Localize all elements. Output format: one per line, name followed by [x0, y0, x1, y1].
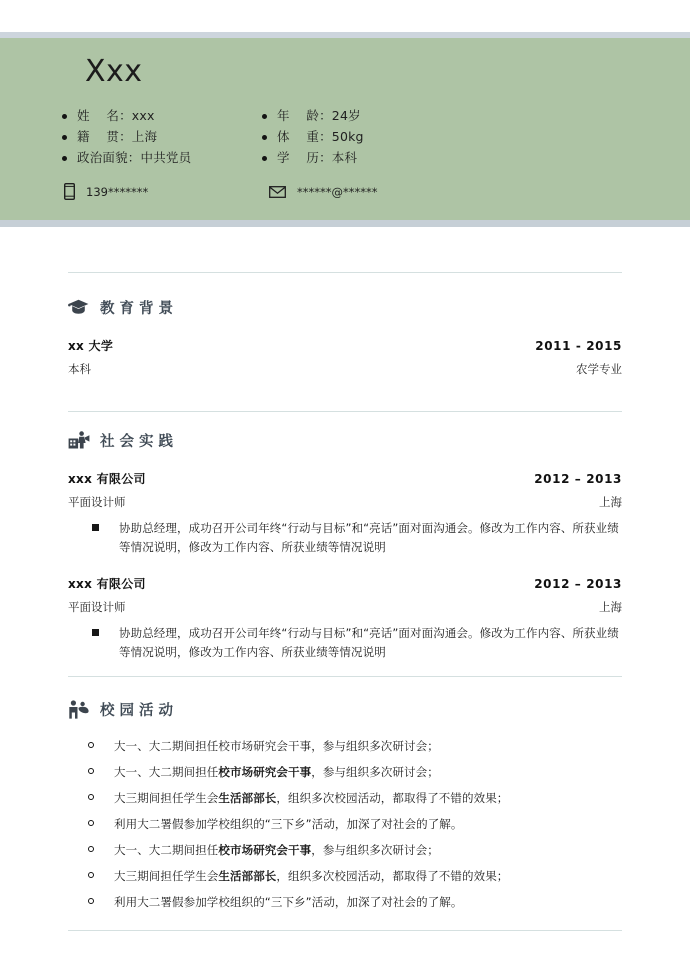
- list-item: [68, 867, 622, 886]
- dot-bullet-icon: [262, 156, 267, 161]
- section-header-education: [68, 295, 622, 319]
- ring-bullet-icon: [88, 898, 94, 904]
- activity-text: 大一、大二期间担任校市场研究会干事，参与组织多次研讨会；: [114, 843, 439, 857]
- section-campus-activities: [68, 697, 622, 919]
- ring-bullet-icon: [88, 820, 94, 826]
- school-name: xx 大学: [68, 339, 114, 353]
- info-item-education-level: [262, 152, 482, 165]
- mobile-phone-icon: [64, 183, 75, 200]
- header-bottom-strip: [0, 220, 690, 227]
- degree-level: 本科: [68, 362, 91, 376]
- campus-activity-list: [68, 737, 622, 912]
- list-item: [68, 841, 622, 860]
- education-dates: 2011 - 2015: [535, 339, 622, 353]
- list-item: [68, 815, 622, 834]
- ring-bullet-icon: [88, 742, 94, 748]
- contact-phone: [64, 183, 269, 200]
- list-item: [68, 893, 622, 912]
- contact-row: [64, 183, 584, 200]
- job-title: 平面设计师: [68, 495, 126, 509]
- info-item-age: [262, 110, 482, 123]
- divider-above-education: [68, 272, 622, 273]
- experience-entry-title-line: [68, 575, 622, 592]
- email-address: ******@******: [297, 184, 378, 199]
- dot-bullet-icon: [62, 114, 67, 119]
- experience-bullet-list: [68, 519, 622, 557]
- info-item-name: [62, 110, 262, 123]
- education-entry-title-line: [68, 337, 622, 354]
- divider-above-social-practice: [68, 411, 622, 412]
- info-row: [62, 106, 582, 127]
- info-item-political-status: [62, 152, 262, 165]
- dot-bullet-icon: [262, 114, 267, 119]
- job-title: 平面设计师: [68, 600, 126, 614]
- square-bullet-icon: [92, 629, 99, 636]
- major: 农学专业: [576, 362, 622, 376]
- square-bullet-icon: [92, 524, 99, 531]
- presenter-person-icon: [68, 700, 94, 719]
- info-value: 上海: [131, 129, 158, 145]
- experience-entry-sub-line: [68, 592, 622, 615]
- experience-bullet-text: 协助总经理，成功召开公司年终“行动与目标”和“亮话”面对面沟通会。修改为工作内容、所获业绩等情况说明，修改为工作内容、所获业绩等情况说明: [119, 626, 619, 659]
- list-item: [68, 624, 622, 662]
- section-title-campus-activities: 校园活动: [100, 702, 178, 719]
- experience-dates: 2012 – 2013: [534, 577, 622, 591]
- info-value: 50kg: [331, 129, 364, 145]
- experience-entry-sub-line: [68, 487, 622, 510]
- experience-entry: [68, 470, 622, 557]
- ring-bullet-icon: [88, 794, 94, 800]
- info-value: 中共党员: [140, 150, 192, 166]
- info-value: 24岁: [331, 108, 361, 124]
- info-item-hometown: [62, 131, 262, 144]
- info-value: xxx: [131, 108, 155, 124]
- experience-bullet-list: [68, 624, 622, 662]
- education-entry-sub-line: [68, 354, 622, 377]
- divider-above-campus-activities: [68, 676, 622, 677]
- job-location: 上海: [599, 600, 622, 614]
- list-item: [68, 789, 622, 808]
- info-row: [62, 127, 582, 148]
- company-name: xxx 有限公司: [68, 472, 146, 486]
- activity-text: 大三期间担任学生会生活部部长，组织多次校园活动，都取得了不错的效果；: [114, 791, 509, 805]
- info-label: 年 龄：: [277, 108, 332, 124]
- list-item: [68, 519, 622, 557]
- section-education: [68, 295, 622, 377]
- info-label: 姓 名：: [77, 108, 132, 124]
- company-name: xxx 有限公司: [68, 577, 146, 591]
- section-title-social-practice: 社会实践: [100, 433, 178, 450]
- info-item-weight: [262, 131, 482, 144]
- job-location: 上海: [599, 495, 622, 509]
- info-row: [62, 148, 582, 169]
- info-label: 籍 贯：: [77, 129, 132, 145]
- contact-email: [269, 185, 378, 199]
- activity-text: 利用大二署假参加学校组织的“三下乡”活动，加深了对社会的了解。: [114, 817, 463, 831]
- experience-bullet-text: 协助总经理，成功召开公司年终“行动与目标”和“亮话”面对面沟通会。修改为工作内容、所获业绩等情况说明，修改为工作内容、所获业绩等情况说明: [119, 521, 619, 554]
- graduation-cap-icon: [68, 299, 94, 315]
- section-title-education: 教育背景: [100, 300, 178, 317]
- education-entry: [68, 337, 622, 377]
- section-header-campus-activities: [68, 697, 622, 721]
- info-label: 体 重：: [277, 129, 332, 145]
- info-value: 本科: [331, 150, 358, 166]
- dot-bullet-icon: [262, 135, 267, 140]
- list-item: [68, 763, 622, 782]
- activity-text: 大一、大二期间担任校市场研究会干事，参与组织多次研讨会；: [114, 739, 439, 753]
- dot-bullet-icon: [62, 156, 67, 161]
- activity-text: 大三期间担任学生会生活部部长，组织多次校园活动，都取得了不错的效果；: [114, 869, 509, 883]
- info-label: 政治面貌：: [77, 150, 141, 166]
- phone-number: 139*******: [86, 184, 149, 199]
- ring-bullet-icon: [88, 768, 94, 774]
- personal-info-grid: [62, 106, 582, 169]
- dot-bullet-icon: [62, 135, 67, 140]
- experience-entry-title-line: [68, 470, 622, 487]
- candidate-name: Xxx: [85, 54, 143, 89]
- ring-bullet-icon: [88, 846, 94, 852]
- section-header-social-practice: [68, 428, 622, 452]
- activity-text: 大一、大二期间担任校市场研究会干事，参与组织多次研讨会；: [114, 765, 439, 779]
- list-item: [68, 737, 622, 756]
- section-social-practice: [68, 428, 622, 665]
- ring-bullet-icon: [88, 872, 94, 878]
- envelope-icon: [269, 186, 286, 198]
- community-megaphone-icon: [68, 431, 94, 449]
- experience-dates: 2012 – 2013: [534, 472, 622, 486]
- experience-entry: [68, 575, 622, 662]
- divider-bottom: [68, 930, 622, 931]
- activity-text: 利用大二署假参加学校组织的“三下乡”活动，加深了对社会的了解。: [114, 895, 463, 909]
- info-label: 学 历：: [277, 150, 332, 166]
